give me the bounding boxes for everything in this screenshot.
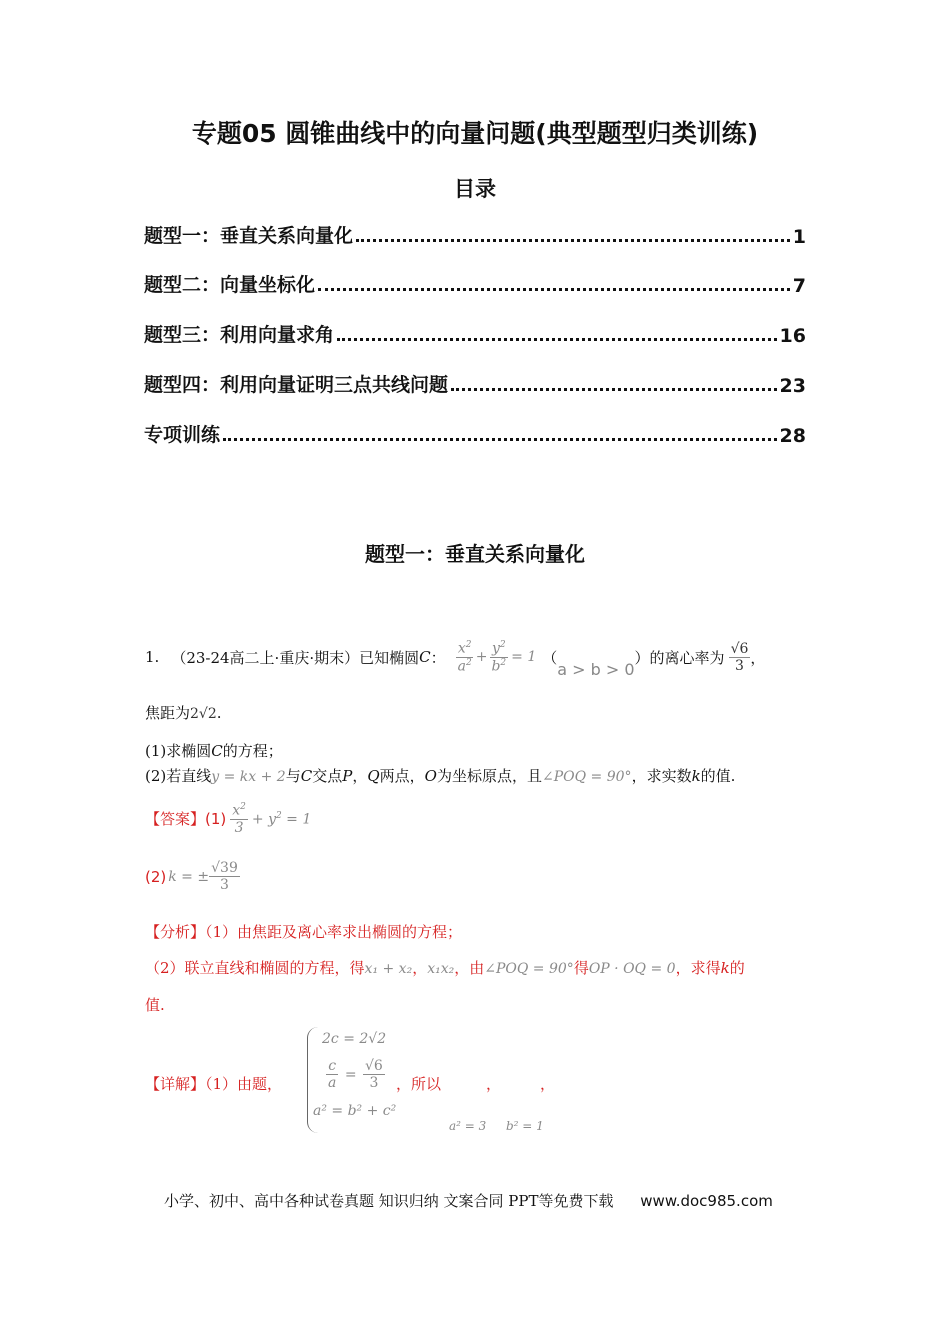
focal-label: 焦距为 [145, 704, 191, 722]
system-eq-3: a² = b² + c² [313, 1103, 397, 1119]
focal-value: 2√2 [190, 706, 217, 722]
toc-item-label: 题型四：利用向量证明三点共线问题 [144, 374, 449, 396]
answer-2-label: (2) [145, 867, 167, 886]
answer-1-equation: $\frac{x^2}{3}$ + $y^2 = 1$ [232, 802, 312, 836]
q2-text: 交点 [312, 767, 343, 785]
footer-text: 小学、初中、高中各种试卷真题 知识归纳 文案合同 PPT等免费下载 [164, 1192, 614, 1210]
angle-condition: ∠POQ = 90° [542, 769, 632, 785]
toc-leader-dots [318, 288, 790, 291]
q2-end: 的值. [700, 767, 736, 785]
toc-item[interactable] [144, 417, 806, 447]
answer-1-label: (1) [205, 809, 227, 828]
point-q: Q [367, 767, 380, 785]
system-eq-1: 2c = 2√2 [322, 1031, 387, 1047]
page-title: 专题05 圆锥曲线中的向量问题(典型题型归类训练) [191, 119, 759, 148]
answer-2-fraction: $\frac{√39}{3}$ [211, 860, 238, 894]
problem-text: 已知椭圆 [359, 648, 420, 667]
detail-tag: 【详解】 [145, 1075, 206, 1093]
point-p: P [342, 767, 353, 785]
q1-ellipse: C [211, 742, 223, 760]
toc-leader-dots [223, 438, 777, 441]
problem-line-2 [145, 702, 222, 723]
analysis-tag: 【分析】 [145, 923, 206, 941]
period: . [216, 704, 222, 722]
answer-2-expr: k = ± [168, 868, 210, 885]
problem-line-1: 1. （23-24高二上·重庆·期末） 已知椭圆 C ： $\frac{x^2}{a^2}$ + $\frac{y^2}{b^2}$ = 1 （ a > b > 0 ）的离心率为 $\frac{√6}{3}$ ， [145, 640, 766, 679]
var-k: k [691, 767, 701, 785]
analysis-text: 得 [573, 959, 589, 977]
detail-lead [145, 1073, 282, 1094]
q2-text: 与 [285, 767, 301, 785]
angle-expr: ∠POQ = 90° [484, 961, 574, 977]
condition-close: ）的离心率为 [634, 648, 725, 667]
q2-text: ， [352, 767, 368, 785]
q2-text: 两点， [379, 767, 425, 785]
result-b2: b² = 1 [506, 1119, 544, 1133]
problem-source: （23-24高二上·重庆·期末） [171, 648, 360, 667]
answer-2 [145, 860, 240, 893]
analysis-line-1 [145, 921, 462, 942]
section-heading: 题型一：垂直关系向量化 [365, 542, 585, 566]
toc-leader-dots [451, 388, 777, 391]
analysis-text: ，由 [454, 959, 485, 977]
analysis-line-3 [145, 994, 165, 1015]
problem-number: 1. [145, 648, 160, 667]
toc-item-page: 23 [779, 375, 806, 397]
detail-comma: ， [540, 1075, 556, 1093]
point-o: O [424, 767, 437, 785]
toc-item-label: 专项训练 [144, 424, 221, 446]
analysis-text: 值. [145, 996, 165, 1014]
question-1 [145, 740, 283, 761]
q2-text: (2)若直线 [145, 767, 212, 785]
result-a2: a² = 3 [449, 1119, 487, 1133]
system-eq-2: $\frac{c}{a}$ = $\frac{√6}{3}$ [328, 1058, 383, 1092]
detail-text: （1）由题， [205, 1075, 283, 1093]
q1-text: (1)求椭圆 [145, 742, 212, 760]
analysis-text: （2）联立直线和椭圆的方程，得 [145, 959, 365, 977]
analysis-text: ，求得 [675, 959, 721, 977]
condition-open: （ [542, 648, 558, 667]
toc-item[interactable] [144, 367, 806, 397]
question-2 [145, 765, 735, 786]
toc-item-label: 题型三：利用向量求角 [144, 324, 335, 346]
toc-leader-dots [337, 338, 777, 341]
line-equation: y = kx + 2 [211, 769, 286, 785]
q2-ellipse: C [300, 767, 313, 785]
analysis-line-2 [145, 957, 745, 978]
footer-site[interactable]: www.doc985.com [640, 1192, 773, 1210]
toc-item-page: 16 [779, 325, 806, 347]
sum-expr: x₁ + x₂ [364, 961, 413, 977]
q2-text: 为坐标原点，且 [436, 767, 542, 785]
toc-item-page: 28 [779, 425, 806, 447]
detail-so: ，所以 [396, 1075, 442, 1093]
ellipse-name: C [419, 648, 431, 667]
eccentricity-value: $\frac{√6}{3}$ [730, 640, 749, 674]
toc-heading: 目录 [454, 177, 496, 201]
footer [164, 1190, 773, 1211]
answer-tag: 【答案】 [145, 810, 206, 829]
var-k: k [720, 959, 730, 977]
analysis-text: （1）由焦距及离心率求出椭圆的方程； [205, 923, 463, 941]
condition: a > b > 0 [557, 659, 635, 679]
toc-item-label: 题型一：垂直关系向量化 [144, 225, 354, 247]
toc-item-page: 1 [792, 226, 806, 248]
q1-end: 的方程； [222, 742, 283, 760]
toc-item[interactable] [144, 267, 806, 297]
toc-leader-dots [356, 239, 790, 242]
detail-comma: ， [486, 1075, 502, 1093]
comma: ， [750, 648, 766, 667]
dot-product-expr: OP · OQ = 0 [588, 961, 676, 977]
toc-item-label: 题型二：向量坐标化 [144, 274, 316, 296]
analysis-text: 的 [729, 959, 745, 977]
toc-item[interactable] [144, 218, 806, 248]
toc-item-page: 7 [792, 275, 806, 297]
toc-item[interactable] [144, 317, 806, 347]
product-expr: x₁x₂ [427, 961, 455, 977]
ellipse-equation: $\frac{x^2}{a^2}$ + $\frac{y^2}{b^2}$ = 1 [457, 640, 537, 675]
q2-text: ，求实数 [631, 767, 692, 785]
analysis-text: ， [412, 959, 428, 977]
answer-1 [145, 802, 311, 836]
